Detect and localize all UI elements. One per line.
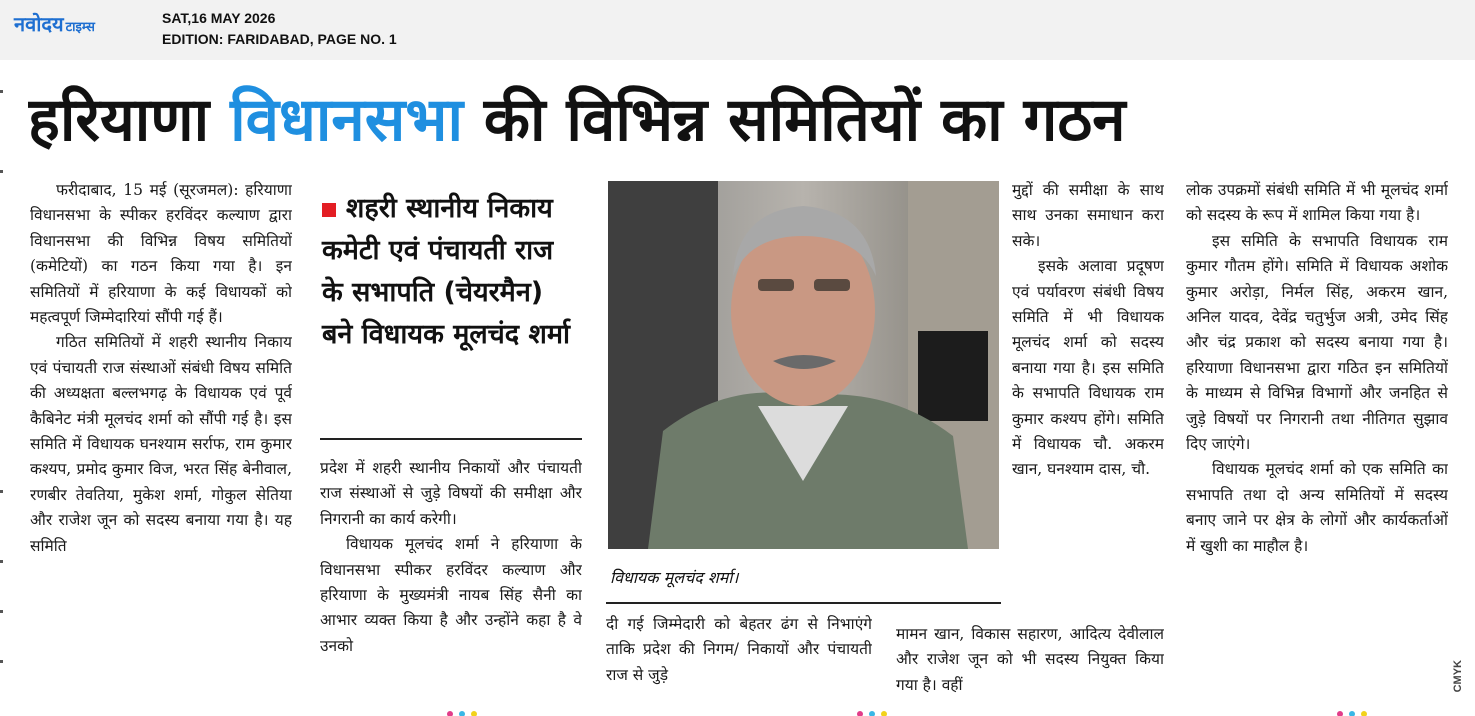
col2-paragraph-1: प्रदेश में शहरी स्थानीय निकायों और पंचायती राज संस्थाओं से जुड़े विषयों की समीक्षा और निगरानी का कार्य करेगी। [320,459,582,528]
col5-paragraph-1: लोक उपक्रमों संबंधी समिति में भी मूलचंद शर्मा को सदस्य के रूप में शामिल किया गया है। [1186,181,1448,225]
col5-paragraph-2: इस समिति के सभापति विधायक राम कुमार गौतम होंगे। समिति में विधायक अशोक कुमार अरोड़ा, निर्मल सिंह, अकरम खान, अनिल यादव, देवेंद्र चतुर्भुज अत्री, उमेद सिंह और चंद्र प्रकाश को सदस्य बनाया गया है। हरियाणा विधानसभा द्वारा गठित इन समितियों के माध्यम से विभिन्न विभागों और जनहित से जुड़े विषयों पर निगरानी तथा नीतिगत सुझाव दिए जाएंगे। [1186,231,1448,454]
article-column-5 [1186,178,1448,700]
column3-rule [606,602,1001,604]
date-line: SAT,16 MAY 2026 [162,10,276,26]
subheadline [322,188,580,356]
portrait-illustration [608,181,999,549]
col4-paragraph-1: मुद्दों की समीक्षा के साथ साथ उनका समाधान करा सके। [1012,181,1164,250]
col4-bottom-paragraph: मामन खान, विकास सहारण, आदित्य देवीलाल और राजेश जून को भी सदस्य नियुक्त किया गया है। वहीं [896,625,1164,694]
edition-info [162,8,397,50]
mla-photo[interactable] [608,181,999,549]
registration-dots [440,708,1440,716]
headline [28,74,1458,166]
edge-marks [0,90,4,690]
headline-part2: की विभिन्न समितियों का गठन [463,85,1126,155]
headline-part1: हरियाणा [28,85,231,155]
edition-line: EDITION: FARIDABAD, PAGE NO. 1 [162,31,397,47]
col1-paragraph-2: गठित समितियों में शहरी स्थानीय निकाय एवं पंचायती राज संस्थाओं संबंधी विषय समिति की अध्यक्षता बल्लभगढ़ के विधायक एवं पूर्व कैबिनेट मंत्री मूलचंद शर्मा को सौंपी गई है। इस समिति में विधायक घनश्याम सर्राफ, राम कुमार कश्यप, प्रमोद कुमार विज, भरत सिंह बेनीवाल, रणबीर तेवतिया, मुकेश शर्मा, गोकुल सेतिया और राजेश जून को सदस्य बनाया गया है। यह समिति [30,333,292,555]
article-column-2 [320,456,582,706]
col3-paragraph: दी गई जिम्मेदारी को बेहतर ढंग से निभाएंगे ताकि प्रदेश की निगम/ निकायों और पंचायती राज से जुड़े [606,615,872,684]
masthead-bar [0,0,1475,60]
subheadline-text: शहरी स्थानीय निकाय कमेटी एवं पंचायती राज के सभापति (चेयरमैन) बने विधायक मूलचंद शर्मा [322,193,571,350]
red-bullet-icon [322,203,336,217]
newspaper-logo[interactable] [14,10,95,37]
logo-sub-text: टाइम्स [65,20,95,35]
col4-paragraph-2: इसके अलावा प्रदूषण एवं पर्यावरण संबंधी विषय समिति में भी विधायक मूलचंद शर्मा को सदस्य बनाया गया है। इस समिति के सभापति विधायक राम कुमार कश्यप होंगे। समिति में विधायक चौ. अकरम खान, घनश्याम दास, चौ. [1012,257,1164,479]
col2-paragraph-2: विधायक मूलचंद शर्मा ने हरियाणा के विधानसभा स्पीकर हरविंदर कल्याण और हरियाणा के मुख्यमंत्री नायब सिंह सैनी का आभार व्यक्त किया है और उन्होंने कहा है वे उनको [320,535,582,655]
article-column-1 [30,178,292,700]
article-column-3-bottom [606,612,872,708]
logo-main-text: नवोदय [14,12,64,36]
article-column-4-bottom [896,622,1164,702]
col1-paragraph-1: फरीदाबाद, 15 मई (सूरजमल): हरियाणा विधानसभा के स्पीकर हरविंदर कल्याण द्वारा विधानसभा की विभिन्न विषय समितियों (कमेटियों) का गठन किया गया है। इन समितियों में हरियाणा के कई विधायकों को महत्वपूर्ण जिम्मेदारियां सौंपी गई हैं। [30,181,292,327]
article-column-4 [1012,178,1164,598]
headline-highlight: विधानसभा [230,85,464,155]
subheadline-rule [320,438,582,440]
photo-caption: विधायक मूलचंद शर्मा। [610,568,739,587]
col5-paragraph-3: विधायक मूलचंद शर्मा को एक समिति का सभापति तथा दो अन्य समितियों में सदस्य बनाए जाने पर क्षेत्र के लोगों और कार्यकर्ताओं में खुशी का माहौल है। [1186,460,1448,555]
cmyk-print-mark: CMYK [1452,660,1464,693]
